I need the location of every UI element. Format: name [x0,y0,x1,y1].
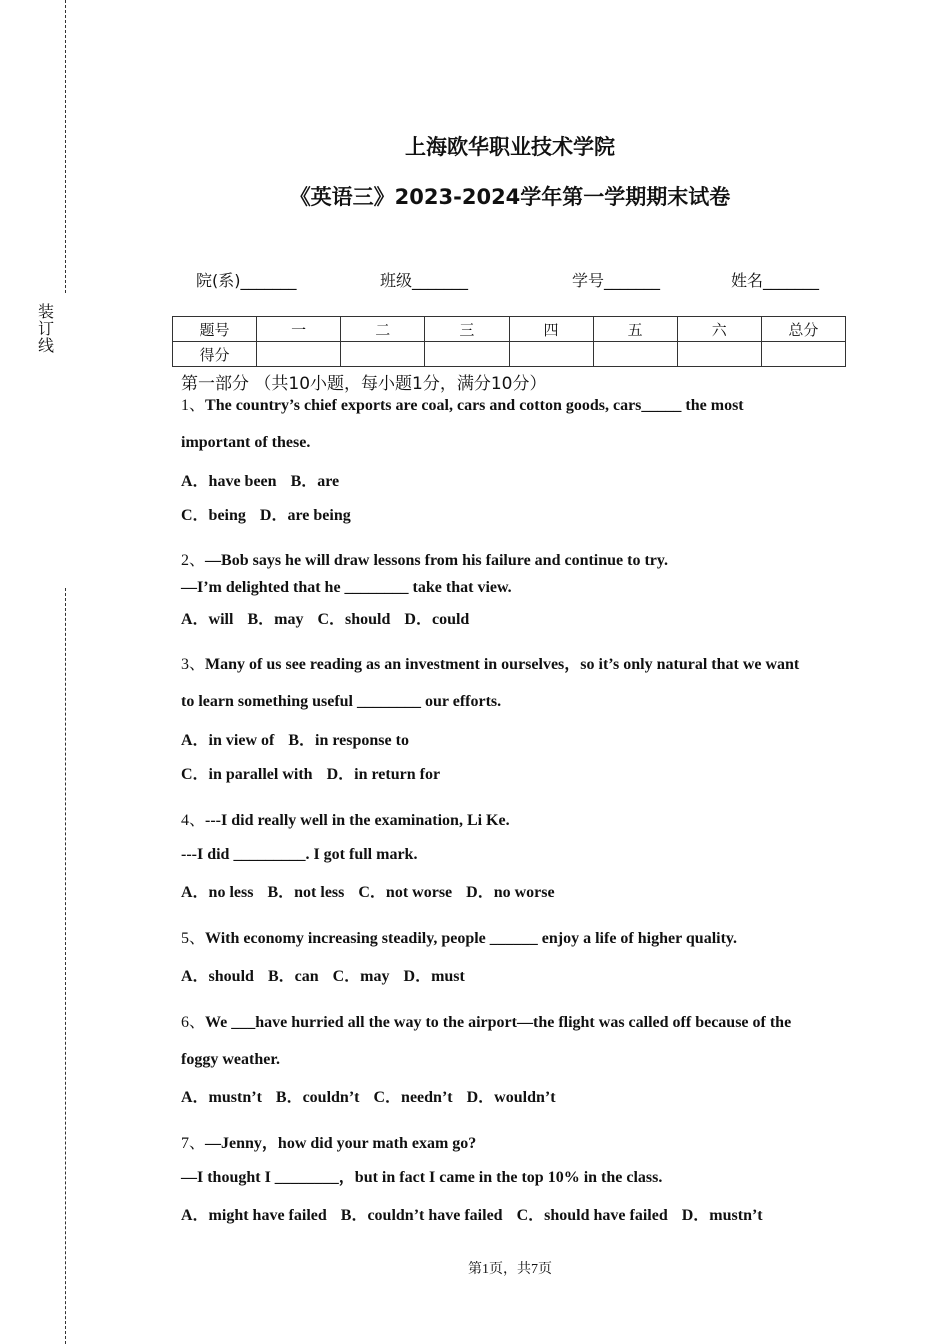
question-number: 3、 [181,656,206,673]
question-6-line1 [181,1013,841,1033]
option-d[interactable]: D．are being [259,507,351,524]
score-header-cell: 二 [341,317,425,342]
option-d[interactable]: D．mustn’t [681,1207,763,1224]
question-number: 5、 [181,930,206,947]
question-3-line2: to learn something useful ________ our efforts. [181,693,502,710]
option-d[interactable]: D．in return for [326,766,441,783]
score-table-header-row [173,317,846,342]
option-c[interactable]: C．needn’t [373,1089,453,1106]
student-id-field[interactable]: 学号_______ [572,271,661,290]
option-b[interactable]: B．are [290,473,340,490]
question-4-options [181,879,569,902]
exam-title: 《英语三》2023-2024学年第一学期期末试卷 [289,185,731,209]
score-header-cell: 五 [593,317,677,342]
question-4-line2: ---I did _________. I got full mark. [181,846,418,863]
score-cell[interactable] [341,342,425,367]
score-row-label: 得分 [173,342,257,367]
score-header-cell: 六 [677,317,761,342]
score-header-cell: 一 [257,317,341,342]
question-text: Many of us see reading as an investment in ourselves，so it’s only natural that we want [205,656,800,673]
question-text: With economy increasing steadily, people ______ enjoy a life of higher quality. [205,930,738,947]
option-b[interactable]: B．may [247,611,304,628]
question-5-line1 [181,929,841,949]
option-a[interactable]: A．no less [181,884,254,901]
question-text: —Bob says he will draw lessons from his failure and continue to try. [205,552,669,569]
option-d[interactable]: D．wouldn’t [466,1089,556,1106]
question-1-line2: important of these. [181,434,311,451]
option-b[interactable]: B．couldn’t [275,1089,360,1106]
question-number: 6、 [181,1014,206,1031]
option-c[interactable]: C．in parallel with [181,766,313,783]
question-number: 7、 [181,1135,206,1152]
score-cell[interactable] [677,342,761,367]
question-2-line2: —I’m delighted that he ________ take that view. [181,579,512,596]
question-2-line1 [181,551,841,571]
question-text: We ___have hurried all the way to the airport—the flight was called off because of the [205,1014,792,1031]
question-text: —Jenny，how did your math exam go? [205,1135,477,1152]
score-cell[interactable] [257,342,341,367]
option-d[interactable]: D．no worse [466,884,555,901]
option-a[interactable]: A．in view of [181,732,275,749]
option-c[interactable]: C．may [332,968,390,985]
question-1-line1 [181,396,841,416]
question-number: 1、 [181,397,206,414]
question-6-options [181,1084,570,1107]
score-header-cell: 总分 [761,317,845,342]
option-d[interactable]: D．must [403,968,465,985]
option-a[interactable]: A．should [181,968,254,985]
question-text: ---I did really well in the examination, Li Ke. [205,812,510,829]
question-6-line2: foggy weather. [181,1051,280,1068]
question-7-options [181,1202,777,1225]
score-header-cell: 四 [509,317,593,342]
class-field[interactable]: 班级_______ [380,271,469,290]
section-heading: 第一部分 （共10小题，每小题1分，满分10分） [181,374,547,394]
school-title: 上海欧华职业技术学院 [405,135,615,159]
option-b[interactable]: B．can [267,968,319,985]
question-1-options-cd [181,502,365,525]
question-7-line2: —I thought I ________，but in fact I came in the top 10% in the class. [181,1169,663,1186]
option-d[interactable]: D．could [404,611,470,628]
score-cell[interactable] [509,342,593,367]
option-b[interactable]: B．in response to [288,732,409,749]
question-text: The country’s chief exports are coal, cars and cotton goods, cars_____ the most [205,397,744,414]
question-5-options [181,963,479,986]
question-2-options [181,606,483,629]
score-table [172,316,846,367]
score-table-score-row [173,342,846,367]
score-cell[interactable] [593,342,677,367]
question-7-line1 [181,1134,841,1154]
name-field[interactable]: 姓名_______ [731,271,820,290]
option-a[interactable]: A．will [181,611,234,628]
question-3-options-ab [181,727,423,750]
question-number: 2、 [181,552,206,569]
page-footer: 第1页，共7页 [468,1262,552,1277]
score-header-cell: 三 [425,317,509,342]
binding-dashed-line-bottom [65,588,66,1344]
question-3-options-cd [181,761,454,784]
option-a[interactable]: A．have been [181,473,277,490]
score-cell[interactable] [425,342,509,367]
option-c[interactable]: C．not worse [358,884,453,901]
question-3-line1 [181,655,841,675]
option-a[interactable]: A．might have failed [181,1207,327,1224]
option-b[interactable]: B．couldn’t have failed [340,1207,503,1224]
score-header-cell: 题号 [173,317,257,342]
option-a[interactable]: A．mustn’t [181,1089,262,1106]
option-b[interactable]: B．not less [267,884,345,901]
question-number: 4、 [181,812,206,829]
binding-label: 装订线 [37,302,54,355]
option-c[interactable]: C．should have failed [516,1207,668,1224]
option-c[interactable]: C．being [181,507,246,524]
score-cell[interactable] [761,342,845,367]
question-4-line1 [181,811,841,831]
option-c[interactable]: C．should [317,611,391,628]
department-field[interactable]: 院(系)_______ [196,271,297,290]
question-1-options-ab [181,468,353,491]
